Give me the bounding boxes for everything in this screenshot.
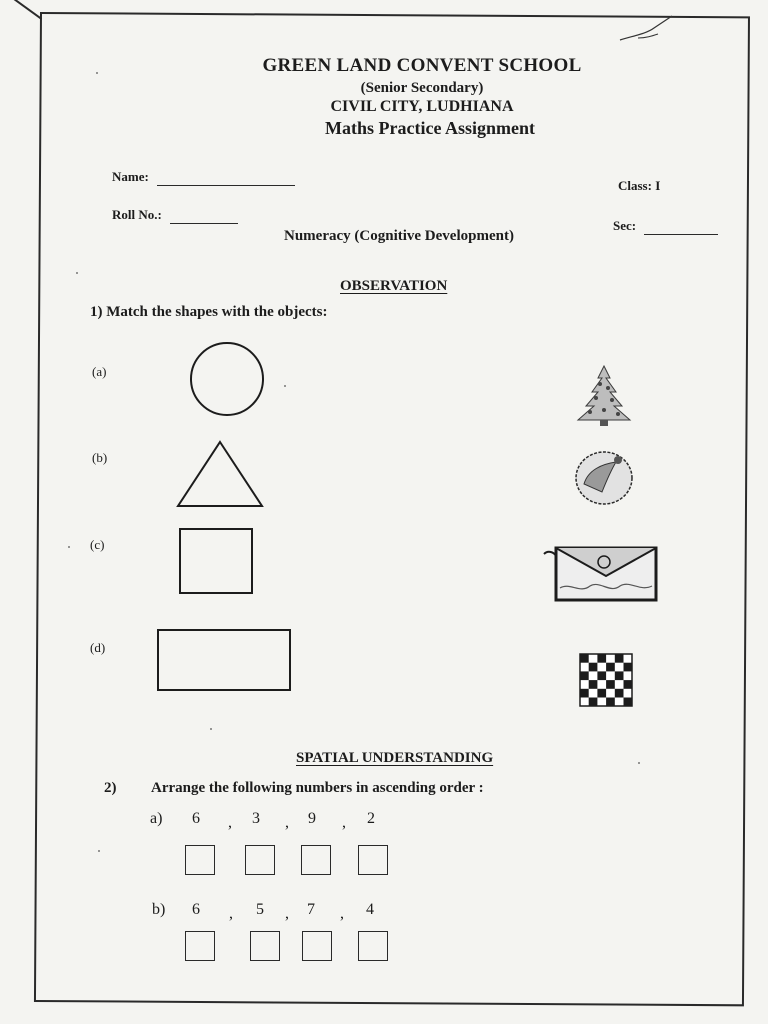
section-field — [613, 217, 718, 235]
answer-box-b-1[interactable] — [185, 931, 215, 961]
set-b-number-2: 5 — [256, 901, 264, 918]
section-label: Sec: — [613, 218, 637, 233]
set-a-label: a) — [150, 810, 163, 827]
question-1-text: Match the shapes with the objects: — [106, 304, 328, 320]
option-d-label: (d) — [90, 640, 106, 655]
christmas-tree-icon[interactable] — [570, 362, 638, 428]
answer-box-b-4[interactable] — [358, 931, 388, 961]
set-a-number-1: 6 — [192, 810, 200, 827]
coin-icon[interactable] — [572, 448, 636, 508]
answer-box-b-2[interactable] — [250, 931, 280, 961]
paper-speck — [98, 850, 100, 852]
answer-box-b-3[interactable] — [302, 931, 332, 961]
set-b-number-3: 7 — [307, 901, 315, 918]
question-2-text: Arrange the following numbers in ascending order : — [151, 780, 484, 796]
set-a-number-3: 9 — [308, 810, 316, 827]
question-1 — [90, 304, 327, 321]
set-a-number-4: 2 — [367, 810, 375, 827]
pen-scribble-icon — [618, 14, 678, 44]
corner-pen-stroke — [13, 0, 42, 20]
school-type: (Senior Secondary) — [360, 80, 484, 96]
worksheet-border — [34, 12, 750, 1006]
answer-box-a-1[interactable] — [185, 845, 215, 875]
observation-heading: OBSERVATION — [340, 278, 448, 294]
question-2-number: 2) — [104, 780, 117, 796]
roll-blank-line[interactable] — [170, 223, 238, 224]
paper-speck — [284, 385, 286, 387]
paper-speck — [638, 762, 640, 764]
set-b-number-4: 4 — [366, 901, 374, 918]
square-icon[interactable] — [178, 527, 256, 597]
circle-icon[interactable] — [186, 340, 268, 418]
subject-title: Numeracy (Cognitive Development) — [284, 228, 514, 244]
envelope-icon[interactable] — [540, 542, 662, 604]
option-c-label: (c) — [90, 537, 105, 552]
answer-box-a-3[interactable] — [301, 845, 331, 875]
paper-speck — [68, 546, 70, 548]
checkerboard-icon[interactable] — [578, 652, 634, 708]
set-b-comma-2: , — [285, 905, 289, 922]
roll-field — [112, 206, 238, 224]
set-a-number-2: 3 — [252, 810, 260, 827]
set-a-comma-3: , — [342, 814, 346, 831]
class-label: Class: I — [618, 178, 661, 193]
set-a-comma-2: , — [285, 814, 289, 831]
name-blank-line[interactable] — [157, 185, 295, 186]
option-b-label: (b) — [92, 450, 108, 465]
rectangle-icon[interactable] — [156, 628, 294, 694]
assignment-title: Maths Practice Assignment — [325, 118, 535, 138]
paper-speck — [96, 72, 98, 74]
answer-box-a-2[interactable] — [245, 845, 275, 875]
set-b-comma-1: , — [229, 905, 233, 922]
spatial-heading: SPATIAL UNDERSTANDING — [296, 750, 494, 766]
paper-speck — [76, 272, 78, 274]
question-1-number: 1) — [90, 304, 103, 320]
answer-box-a-4[interactable] — [358, 845, 388, 875]
school-name: GREEN LAND CONVENT SCHOOL — [262, 55, 582, 76]
set-b-number-1: 6 — [192, 901, 200, 918]
school-city: CIVIL CITY, LUDHIANA — [330, 98, 514, 115]
triangle-icon[interactable] — [174, 438, 266, 510]
set-b-label: b) — [152, 901, 166, 918]
section-blank-line[interactable] — [644, 234, 718, 235]
name-label: Name: — [112, 169, 149, 184]
roll-label: Roll No.: — [112, 207, 162, 222]
name-field — [112, 168, 295, 186]
set-b-comma-3: , — [340, 905, 344, 922]
paper-speck — [210, 728, 212, 730]
set-a-comma-1: , — [228, 814, 232, 831]
option-a-label: (a) — [92, 364, 107, 379]
